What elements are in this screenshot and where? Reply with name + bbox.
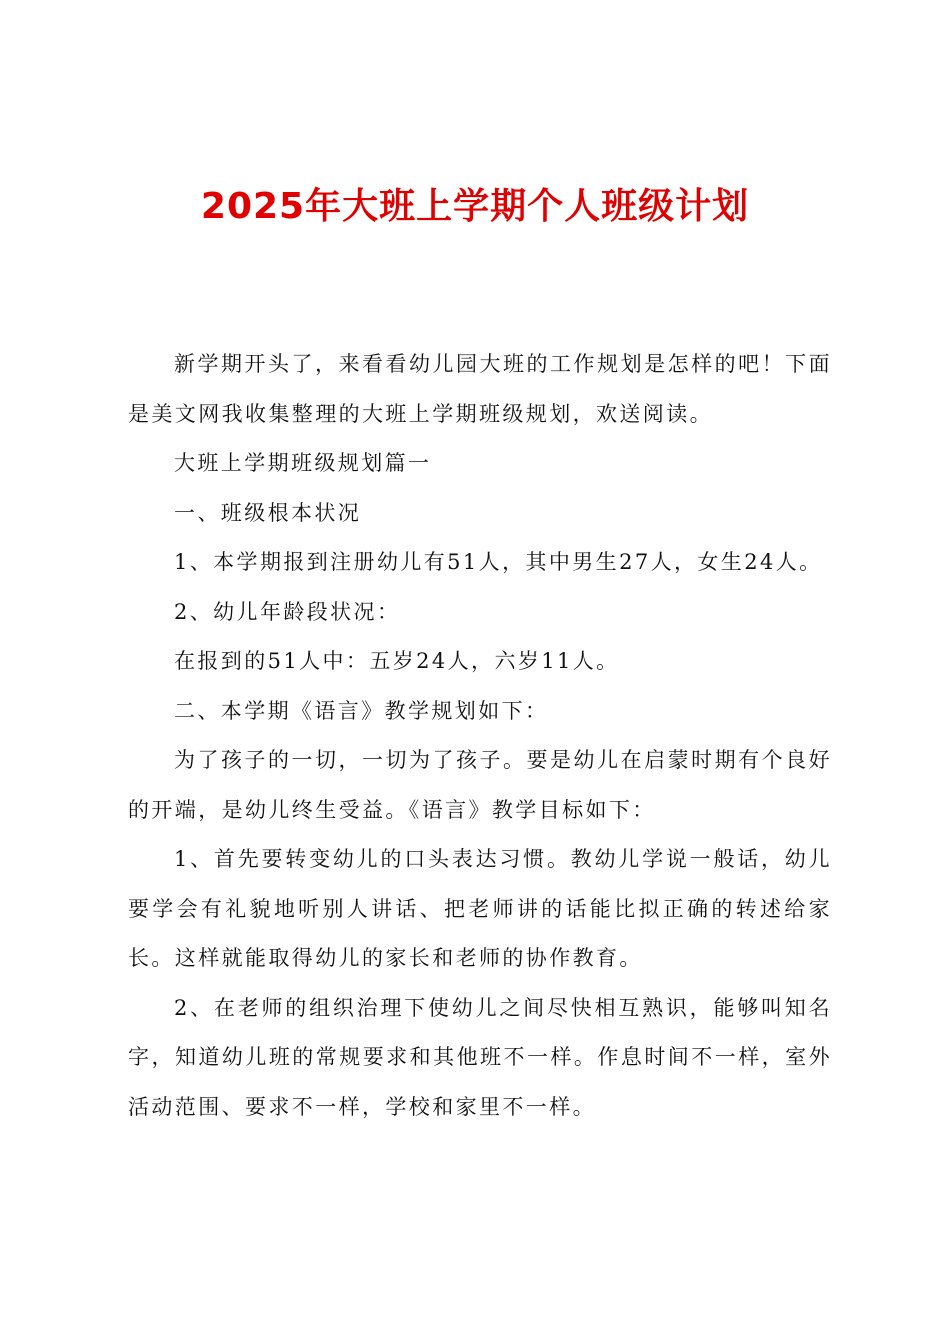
- document-title: 2025年大班上学期个人班级计划: [200, 186, 750, 227]
- paragraph-heading-class-status: 一、班级根本状况: [174, 500, 362, 525]
- paragraph-goal-1: 1、首先要转变幼儿的口头表达习惯。教幼儿学说一般话，幼儿要学会有礼貌地听别人讲话、把老师讲的话能比拟正确的转述给家长。这样就能取得幼儿的家长和老师的协作教育。: [128, 847, 832, 970]
- paragraph-intro: 新学期开头了，来看看幼儿园大班的工作规划是怎样的吧！下面是美文网我收集整理的大班上学期班级规划，欢送阅读。: [128, 352, 832, 426]
- paragraph-goals-intro: 为了孩子的一切，一切为了孩子。要是幼儿在启蒙时期有个良好的开端，是幼儿终生受益。《语言》教学目标如下：: [128, 748, 832, 822]
- paragraph-age-detail: 在报到的51人中：五岁24人，六岁11人。: [174, 649, 620, 673]
- paragraph-goal-2: 2、在老师的组织治理下使幼儿之间尽快相互熟识，能够叫知名字，知道幼儿班的常规要求和其他班不一样。作息时间不一样，室外活动范围、要求不一样，学校和家里不一样。: [128, 995, 832, 1119]
- paragraph-enrollment: 1、本学期报到注册幼儿有51人，其中男生27人，女生24人。: [174, 550, 823, 574]
- paragraph-section-heading: 大班上学期班级规划篇一: [174, 451, 432, 475]
- paragraph-age-heading: 2、幼儿年龄段状况：: [174, 599, 401, 624]
- document-body: [128, 340, 832, 1132]
- paragraph-heading-language-plan: 二、本学期《语言》教学规划如下：: [174, 698, 549, 723]
